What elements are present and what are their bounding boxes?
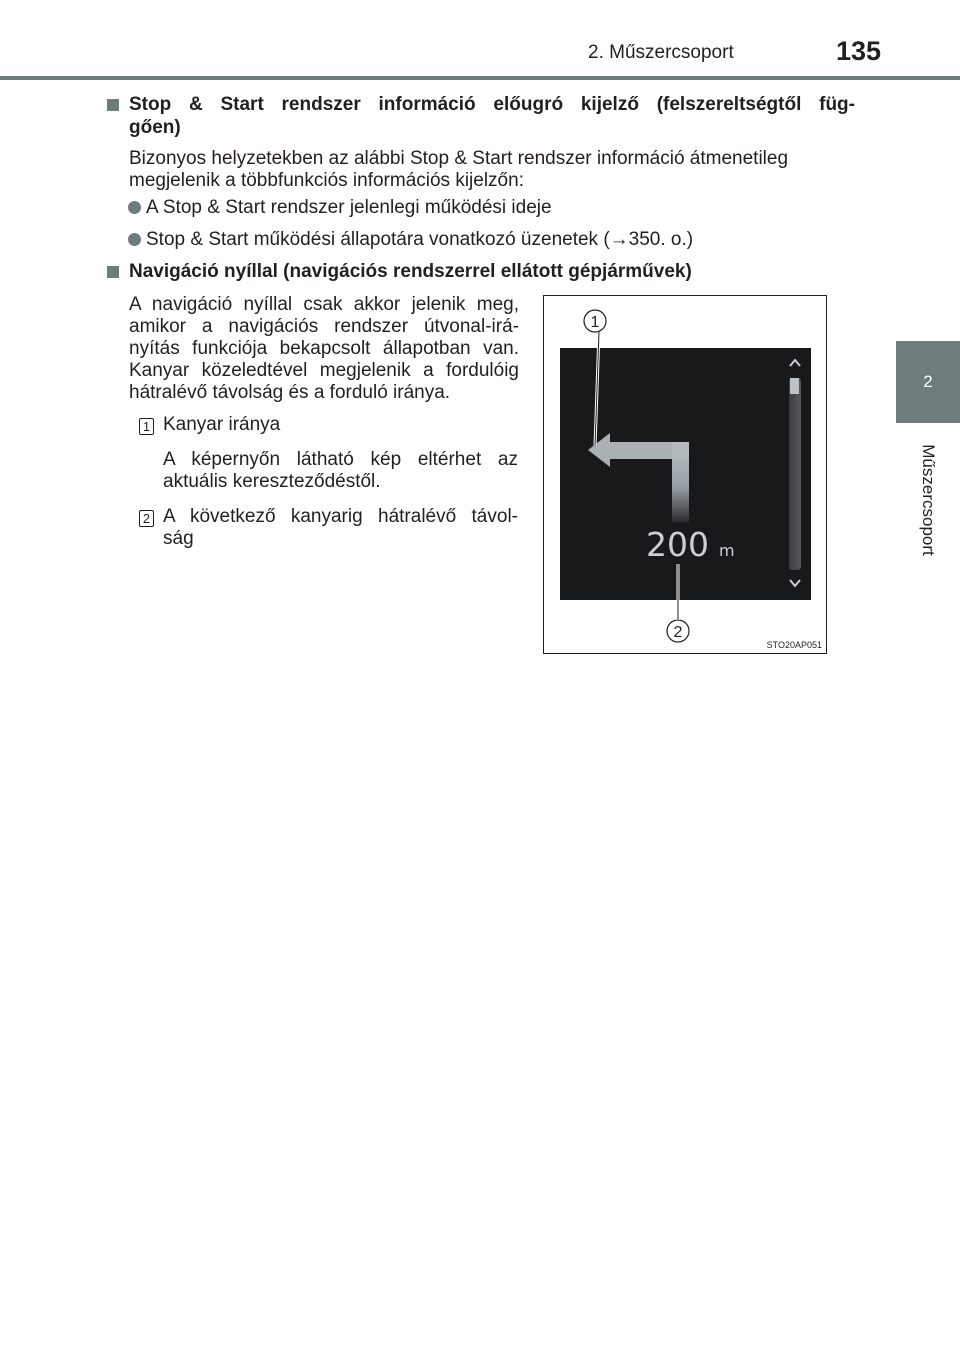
stop-start-heading-line2: gően) [129, 117, 181, 138]
distance-unit: m [719, 541, 735, 560]
item-1-note-line2: aktuális kereszteződéstől. [163, 471, 381, 492]
page-number: 135 [836, 36, 882, 66]
image-code: STO20AP051 [766, 640, 822, 650]
distance-value: 200 [646, 525, 709, 564]
heading-square-icon [107, 99, 119, 111]
bullet-icon [128, 233, 141, 246]
nav-arrow-heading: Navigáció nyíllal (navigációs rendszerrel ellátott gépjárművek) [129, 261, 692, 282]
stop-start-intro-line2: megjelenik a többfunkciós információs kijelzőn: [129, 170, 524, 191]
navigation-arrow-figure [543, 295, 827, 654]
callout-1-label: 1 [590, 314, 600, 331]
display-illustration [544, 296, 828, 655]
chapter-number: 2 [923, 372, 933, 391]
nav-desc-line-3: nyítás funkciója bekapcsolt állapotban van. [129, 338, 519, 359]
item-1-note-line1: A képernyőn látható kép eltérhet az [163, 449, 518, 470]
item-2-label-line2: ság [163, 528, 194, 549]
chapter-tab [896, 341, 960, 423]
nav-desc-line-1: A navigáció nyíllal csak akkor jelenik meg, [129, 294, 519, 315]
section-title: 2. Műszercsoport [588, 42, 734, 63]
header-rule [0, 76, 960, 80]
stop-start-heading-line1: Stop & Start rendszer információ előugró kijelző (felszereltségtől füg- [129, 94, 855, 115]
nav-desc-line-4: Kanyar közeledtével megjelenik a fordulóig [129, 360, 519, 381]
callout-2-label: 2 [673, 624, 683, 641]
heading-square-icon [107, 266, 119, 278]
item-1-label: Kanyar iránya [163, 414, 281, 435]
item-number-1: 1 [139, 418, 154, 435]
item-number-2: 2 [139, 510, 154, 527]
bullet-icon [128, 201, 141, 214]
scroll-track [789, 378, 801, 570]
nav-desc-line-5: hátralévő távolság és a forduló iránya. [129, 382, 451, 403]
stop-start-intro-line1: Bizonyos helyzetekben az alábbi Stop & Start rendszer információ átmenetileg [129, 148, 789, 169]
item-2-label-line1: A következő kanyarig hátralévő távol- [163, 506, 518, 527]
turn-arrow-corner [672, 442, 689, 459]
stop-start-bullet-2: Stop & Start működési állapotára vonatkozó üzenetek (→350. o.) [146, 229, 694, 250]
nav-desc-line-2: amikor a navigációs rendszer útvonal-irá- [129, 316, 519, 337]
scroll-thumb [790, 378, 799, 394]
chapter-label: Műszercsoport [919, 444, 938, 556]
stop-start-bullet-1: A Stop & Start rendszer jelenlegi működési ideje [146, 197, 552, 218]
